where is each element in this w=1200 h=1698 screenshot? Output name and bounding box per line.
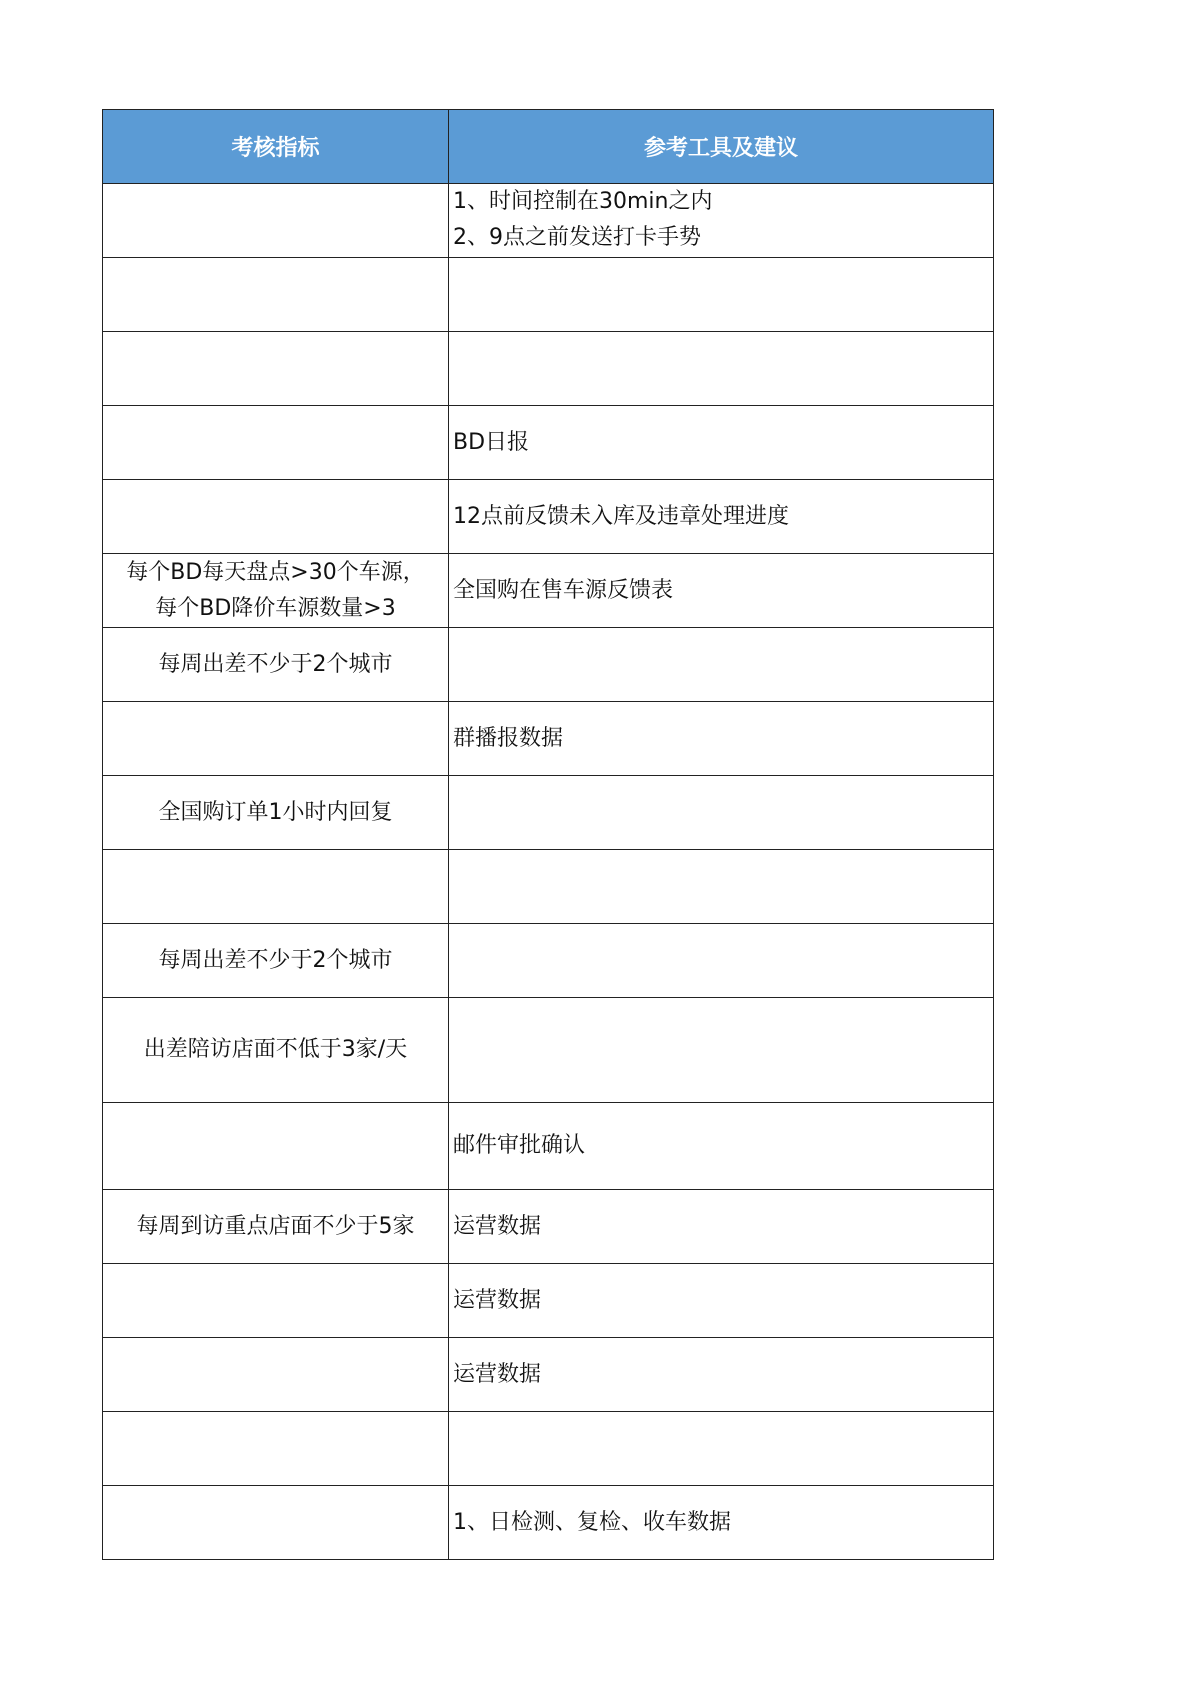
metric-cell[interactable] <box>103 332 449 406</box>
table-row <box>103 1190 994 1264</box>
table-row <box>103 776 994 850</box>
tool-cell[interactable]: 运营数据 <box>449 1264 994 1338</box>
tool-cell[interactable]: BD日报 <box>449 406 994 480</box>
table-row <box>103 1103 994 1190</box>
tool-cell[interactable] <box>449 184 994 258</box>
table-row <box>103 184 994 258</box>
table-row <box>103 998 994 1103</box>
tool-cell[interactable]: 邮件审批确认 <box>449 1103 994 1190</box>
tool-cell[interactable]: 运营数据 <box>449 1338 994 1412</box>
tool-cell[interactable]: 群播报数据 <box>449 702 994 776</box>
tool-cell[interactable] <box>449 850 994 924</box>
table-row <box>103 628 994 702</box>
tool-cell[interactable] <box>449 628 994 702</box>
tool-cell[interactable]: 12点前反馈未入库及违章处理进度 <box>449 480 994 554</box>
table-row <box>103 554 994 628</box>
metric-cell[interactable]: 每周出差不少于2个城市 <box>103 924 449 998</box>
tool-cell[interactable] <box>449 924 994 998</box>
table-row <box>103 1412 994 1486</box>
metric-cell[interactable] <box>103 1338 449 1412</box>
tool-cell[interactable]: 运营数据 <box>449 1190 994 1264</box>
tool-cell[interactable] <box>449 776 994 850</box>
table-row <box>103 850 994 924</box>
spreadsheet-sheet <box>102 109 993 1560</box>
metric-cell[interactable]: 全国购订单1小时内回复 <box>103 776 449 850</box>
metric-cell[interactable] <box>103 1412 449 1486</box>
tool-cell[interactable]: 1、日检测、复检、收车数据 <box>449 1486 994 1560</box>
table-row <box>103 924 994 998</box>
metric-cell[interactable]: 每周出差不少于2个城市 <box>103 628 449 702</box>
metric-line: 每个BD每天盘点>30个车源， <box>126 559 425 585</box>
table-row <box>103 1338 994 1412</box>
metric-cell[interactable]: 出差陪访店面不低于3家/天 <box>103 998 449 1103</box>
table-row <box>103 1486 994 1560</box>
metric-cell[interactable] <box>103 258 449 332</box>
header-metric[interactable]: 考核指标 <box>103 110 449 184</box>
metric-cell[interactable] <box>103 702 449 776</box>
metric-cell[interactable] <box>103 554 449 628</box>
tool-cell[interactable] <box>449 998 994 1103</box>
tool-cell[interactable] <box>449 258 994 332</box>
tool-cell[interactable] <box>449 332 994 406</box>
tool-cell[interactable]: 全国购在售车源反馈表 <box>449 554 994 628</box>
metric-cell[interactable] <box>103 480 449 554</box>
table-row <box>103 702 994 776</box>
header-tool[interactable]: 参考工具及建议 <box>449 110 994 184</box>
metric-cell[interactable] <box>103 406 449 480</box>
metric-cell[interactable] <box>103 1264 449 1338</box>
table-row <box>103 332 994 406</box>
metric-cell[interactable] <box>103 850 449 924</box>
tool-line: 1、时间控制在30min之内 <box>453 189 713 214</box>
tool-cell[interactable] <box>449 1412 994 1486</box>
table-row <box>103 258 994 332</box>
table-row <box>103 406 994 480</box>
table-row <box>103 480 994 554</box>
table-row <box>103 1264 994 1338</box>
metric-cell[interactable] <box>103 1486 449 1560</box>
metric-cell[interactable]: 每周到访重点店面不少于5家 <box>103 1190 449 1264</box>
kpi-table <box>102 109 994 1560</box>
tool-line: 2、9点之前发送打卡手势 <box>453 225 701 250</box>
metric-cell[interactable] <box>103 1103 449 1190</box>
metric-cell[interactable] <box>103 184 449 258</box>
header-row <box>103 110 994 184</box>
metric-line: 每个BD降价车源数量>3 <box>155 595 396 621</box>
